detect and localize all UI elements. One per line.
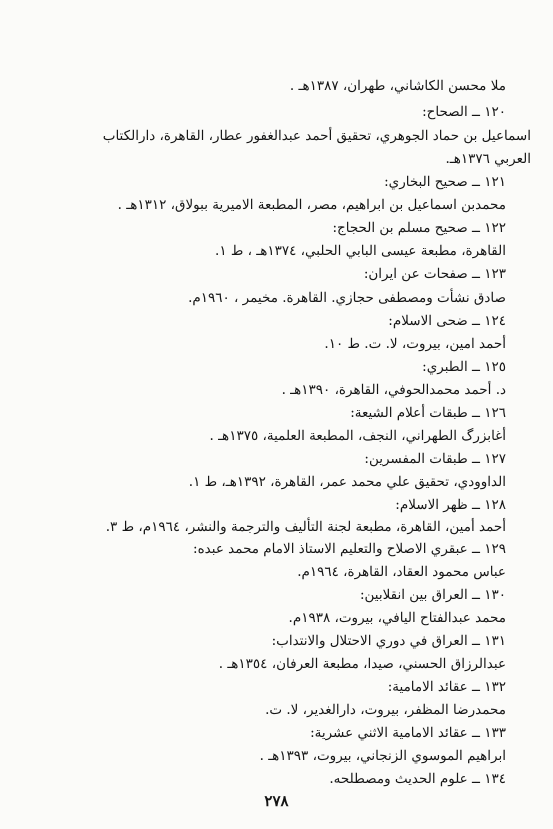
entry-heading: ١٢١ ــ صحيح البخاري: — [384, 174, 506, 190]
entry-heading: ١٢٦ ــ طبقات أعلام الشيعة: — [350, 405, 506, 421]
entry-line: صادق نشأت ومصطفى حجازي. القاهرة. مخيمر ، ١٩٦٠م. — [188, 290, 506, 306]
entry-heading: ١٢٩ ــ عبقري الاصلاح والتعليم الاستاذ الامام محمد عبده: — [193, 541, 506, 557]
entry-line: محمد عبدالفتاح اليافي، بيروت، ١٩٣٨م. — [288, 610, 506, 626]
entry-line: ابراهيم الموسوي الزنجاني، بيروت، ١٣٩٣هـ . — [259, 748, 506, 764]
entry-heading: ١٣٢ ــ عقائد الامامية: — [387, 679, 506, 695]
entry-heading: ١٢٧ ــ طبقات المفسرين: — [364, 451, 506, 467]
entry-line: العربي ١٣٧٦هـ. — [445, 151, 531, 167]
entry-line: د. أحمد محمدالحوفي، القاهرة، ١٣٩٠هـ . — [281, 382, 506, 398]
entry-line: أحمد امين، بيروت، لا. ت. ط ١٠. — [324, 336, 506, 352]
entry-heading: ١٢٠ ــ الصحاح: — [422, 104, 506, 120]
entry-heading: ١٢٨ ــ ظهر الاسلام: — [395, 497, 506, 513]
entry-line: محمدبن اسماعيل بن ابراهيم، مصر، المطبعة الاميرية ببولاق، ١٣١٢هـ . — [117, 197, 506, 213]
entry-heading: ١٢٣ ــ صفحات عن ايران: — [363, 266, 506, 282]
entry-line: عبدالرزاق الحسني، صيدا، مطبعة العرفان، ١٣٥٤هـ . — [218, 656, 506, 672]
entry-line: أحمد أمين، القاهرة، مطبعة لجنة التأليف والترجمة والنشر، ١٩٦٤م، ط ٣. — [105, 519, 506, 535]
entry-heading: ١٣٤ ــ علوم الحديث ومصطلحه. — [329, 771, 506, 787]
entry-heading: ١٢٢ ــ صحيح مسلم بن الحجاج: — [332, 220, 506, 236]
entry-line: ملا محسن الكاشاني، طهران، ١٣٨٧هـ . — [289, 78, 506, 94]
entry-heading: ١٣٣ ــ عقائد الامامية الاثني عشرية: — [310, 725, 506, 741]
entry-line: محمدرضا المظفر، بيروت، دارالغدير، لا. ت. — [265, 702, 506, 718]
entry-line: أغابزرگ الطهراني، النجف، المطبعة العلمية، ١٣٧٥هـ . — [209, 428, 506, 444]
entry-heading: ١٢٤ ــ ضحى الاسلام: — [388, 313, 506, 329]
entry-heading: ١٣٠ ــ العراق بين انقلابين: — [359, 587, 506, 603]
page-number: ٢٧٨ — [264, 792, 289, 810]
entry-line: اسماعيل بن حماد الجوهري، تحقيق أحمد عبدالغفور عطار، القاهرة، دارالكتاب — [102, 128, 531, 144]
entry-heading: ١٣١ ــ العراق في دوري الاحتلال والانتداب: — [271, 633, 506, 649]
entry-heading: ١٢٥ ــ الطبري: — [422, 359, 506, 375]
entry-line: القاهرة، مطبعة عيسى البابي الحلبي، ١٣٧٤هـ ، ط ١. — [215, 243, 506, 259]
entry-line: الداوودي، تحقيق علي محمد عمر، القاهرة، ١٣٩٢هـ، ط ١. — [188, 474, 506, 490]
entry-line: عباس محمود العقاد، القاهرة، ١٩٦٤م. — [297, 564, 506, 580]
